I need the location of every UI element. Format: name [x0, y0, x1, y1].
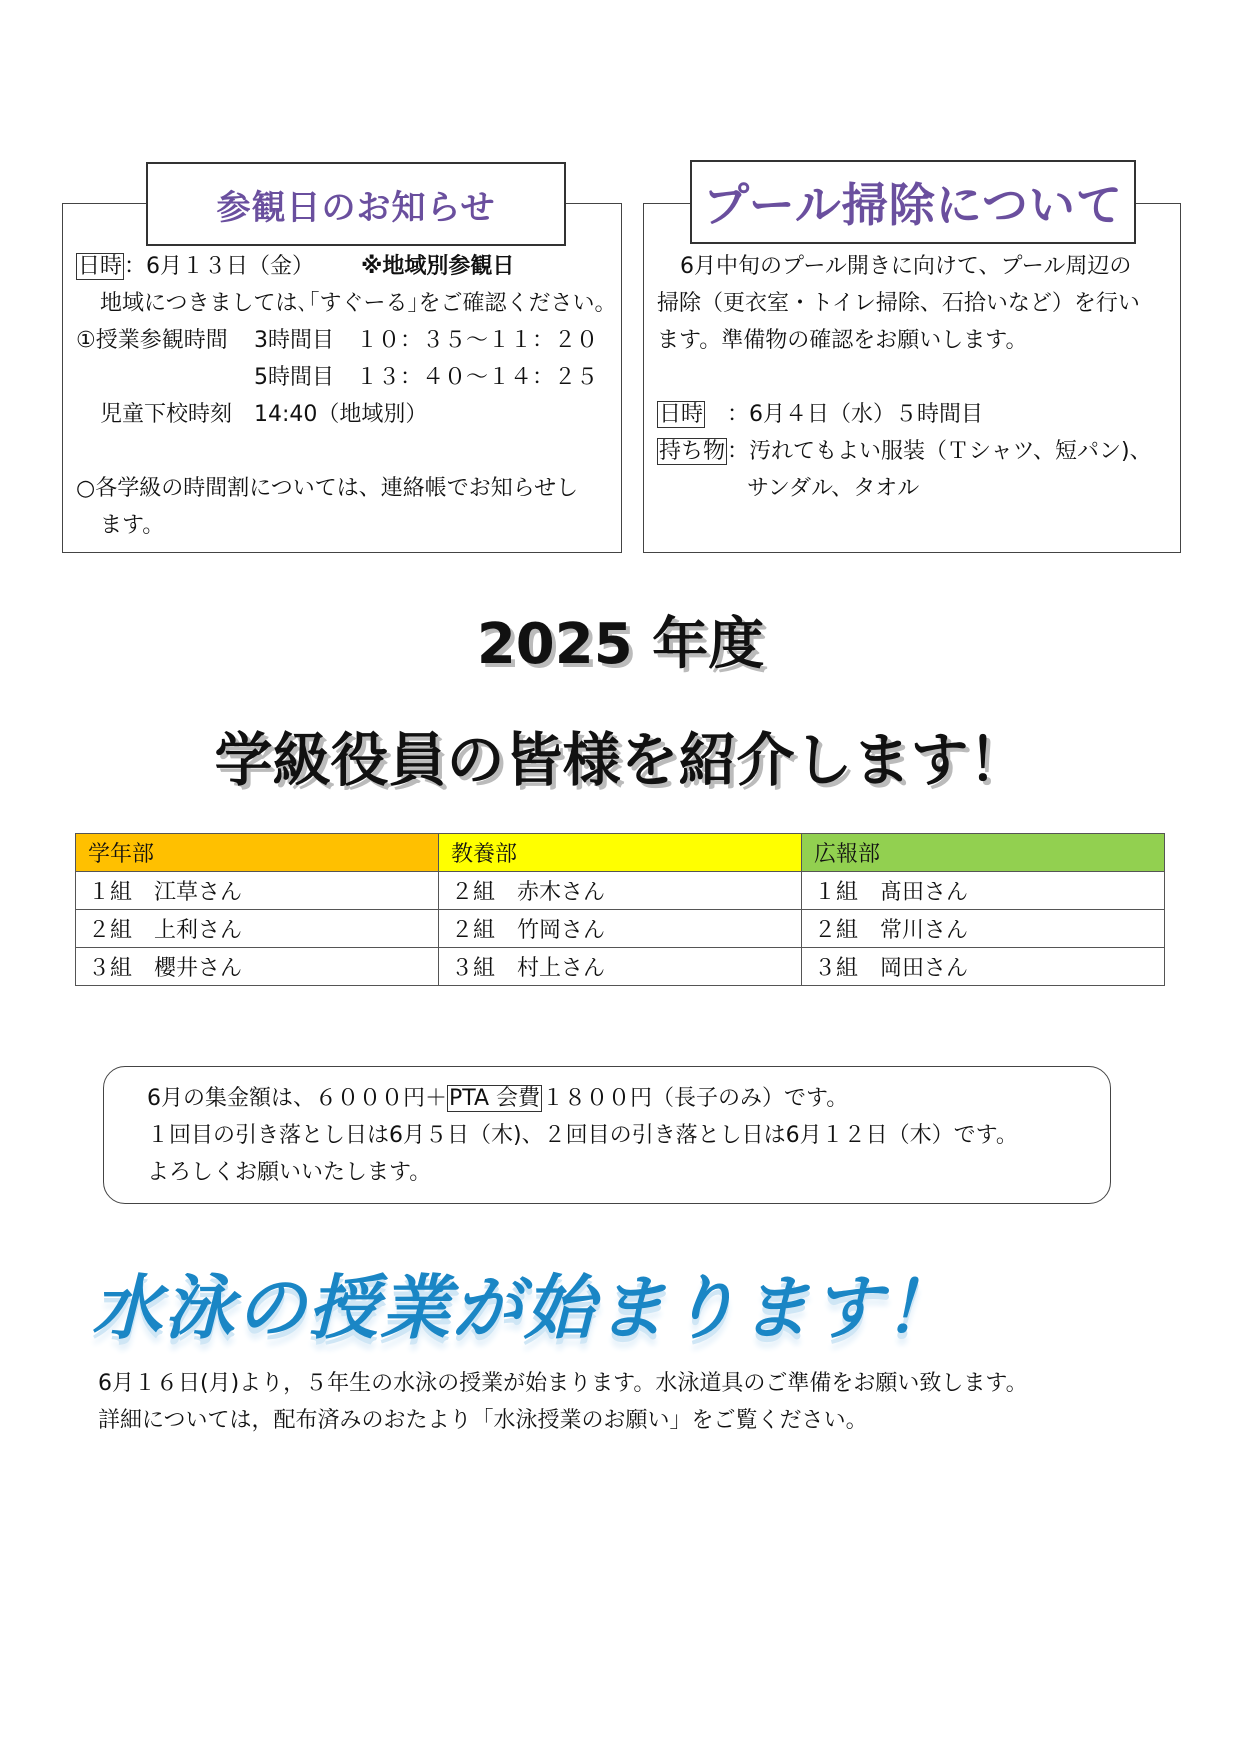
table-row [76, 948, 1165, 986]
notice-line2: １回目の引き落とし日は6月５日（木)、２回目の引き落とし日は6月１２日（木）です。 [147, 1123, 1018, 1148]
table-row [76, 872, 1165, 910]
table-cell: ３組 村上さん [439, 948, 802, 986]
pool-date-label: 日時 [659, 402, 704, 427]
notice-line1 [147, 1080, 848, 1117]
sankan-class-label: ①授業参観時間 [76, 328, 228, 353]
swim-line2: 詳細については，配布済みのおたより「水泳授業のお願い」をご覧ください。 [98, 1408, 868, 1433]
table-cell: ３組 櫻井さん [76, 948, 439, 986]
table-cell: ２組 常川さん [802, 910, 1165, 948]
sankan-date-label: 日時 [78, 254, 123, 279]
sankan-date-value: ：6月１３日（金） [124, 254, 315, 279]
notice-line1-pre: 6月の集金額は、６０００円＋ [147, 1086, 447, 1111]
notice-line3: よろしくお願いいたします。 [147, 1160, 432, 1185]
sankan-title: 参観日のお知らせ [146, 162, 566, 246]
pool-date-value: ：6月４日（水）５時間目 [727, 402, 984, 427]
sankan-dismissal: 児童下校時刻 14:40（地域別） [100, 402, 428, 427]
sankan-date-note: ※地域別参観日 [361, 254, 515, 279]
table-row [76, 910, 1165, 948]
pool-items-value2: サンダル、タオル [747, 476, 920, 501]
sankan-period1: 3時間目 １０：３５～１１：２０ [254, 328, 598, 353]
officers-header-koho: 広報部 [802, 834, 1165, 872]
table-cell: ２組 竹岡さん [439, 910, 802, 948]
pool-items-line [657, 433, 1152, 470]
pool-title: プール掃除について [690, 160, 1136, 244]
table-cell: ３組 岡田さん [802, 948, 1165, 986]
headline-title: 学級役員の皆様を紹介します！ [214, 726, 1027, 794]
table-cell: ２組 赤木さん [439, 872, 802, 910]
sankan-date-line [76, 248, 514, 285]
notice-pta-fee: PTA 会費 [449, 1086, 541, 1111]
table-cell: ２組 上利さん [76, 910, 439, 948]
officers-table [75, 833, 1165, 986]
headline-year: 2025 年度 [476, 612, 765, 677]
notice-line1-post: １８００円（長子のみ）です。 [542, 1086, 849, 1111]
table-cell: １組 江草さん [76, 872, 439, 910]
swim-heading: 水泳の授業が始まります！ [92, 1267, 956, 1349]
table-cell: １組 髙田さん [802, 872, 1165, 910]
sankan-period2: 5時間目 １３：４０～１４：２５ [254, 365, 598, 390]
officers-header-row [76, 834, 1165, 872]
sankan-area-line: 地域につきましては､｢すぐーる｣をご確認ください。 [100, 291, 617, 316]
pool-date-line [657, 396, 983, 433]
pool-line2: 掃除（更衣室・トイレ掃除、石拾いなど）を行い [657, 291, 1140, 316]
swim-line1: 6月１６日(月)より，５年生の水泳の授業が始まります。水泳道具のご準備をお願い致します。 [98, 1371, 1028, 1396]
pool-items-value1: ：汚れてもよい服装（Ｔシャツ、短パン)、 [727, 439, 1152, 464]
sankan-note-line2: ます。 [100, 513, 165, 538]
officers-header-gakunen: 学年部 [76, 834, 439, 872]
pool-line3: ます。準備物の確認をお願いします。 [657, 328, 1028, 353]
sankan-note-line1: ○各学級の時間割については、連絡帳でお知らせし [76, 476, 579, 501]
officers-header-kyoyo: 教養部 [439, 834, 802, 872]
pool-line1: 6月中旬のプール開きに向けて、プール周辺の [680, 254, 1132, 279]
pool-items-label: 持ち物 [659, 439, 726, 464]
